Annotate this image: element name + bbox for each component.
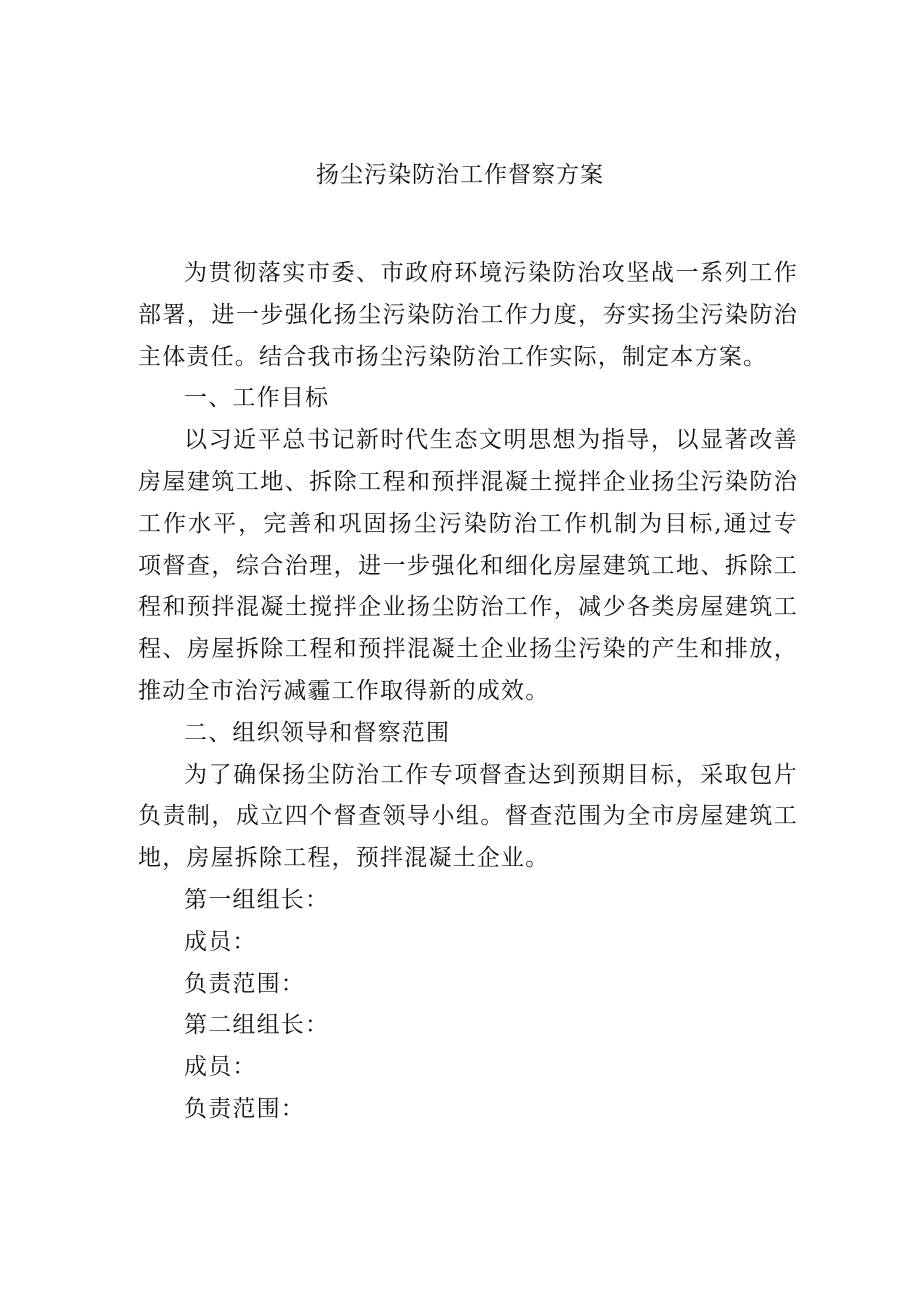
- document-body: [138, 253, 798, 1131]
- group-two-leader: 第二组组长：: [184, 1012, 330, 1039]
- group-one-leader: 第一组组长：: [184, 886, 330, 913]
- group-two-scope: 负责范围：: [184, 1095, 305, 1122]
- group-one-members: 成员：: [184, 928, 257, 955]
- section-heading-work-goals: 一、工作目标: [184, 385, 330, 412]
- organization-paragraph: 为了确保扬尘防治工作专项督查达到预期目标，采取包片负责制，成立四个督查领导小组。督查范围为全市房屋建筑工地，房屋拆除工程，预拌混凝土企业。: [138, 761, 798, 872]
- intro-paragraph: 为贯彻落实市委、市政府环境污染防治攻坚战一系列工作部署，进一步强化扬尘污染防治工作力度，夯实扬尘污染防治主体责任。结合我市扬尘污染防治工作实际，制定本方案。: [138, 260, 798, 370]
- group-one-scope: 负责范围：: [184, 970, 305, 997]
- work-goals-paragraph: 以习近平总书记新时代生态文明思想为指导，以显著改善房屋建筑工地、拆除工程和预拌混凝土搅拌企业扬尘污染防治工作水平，完善和巩固扬尘污染防治工作机制为目标,通过专项督查，综合治理，进一步强化和细化房屋建筑工地、拆除工程和预拌混凝土搅拌企业扬尘防治工作，减少各类房屋建筑工程、房屋拆除工程和预拌混凝土企业扬尘污染的产生和排放，推动全市治污减霾工作取得新的成效。: [138, 427, 798, 704]
- group-two-members: 成员：: [184, 1054, 257, 1081]
- section-heading-organization: 二、组织领导和督察范围: [184, 719, 451, 746]
- document-title: 扬尘污染防治工作督察方案: [316, 162, 604, 188]
